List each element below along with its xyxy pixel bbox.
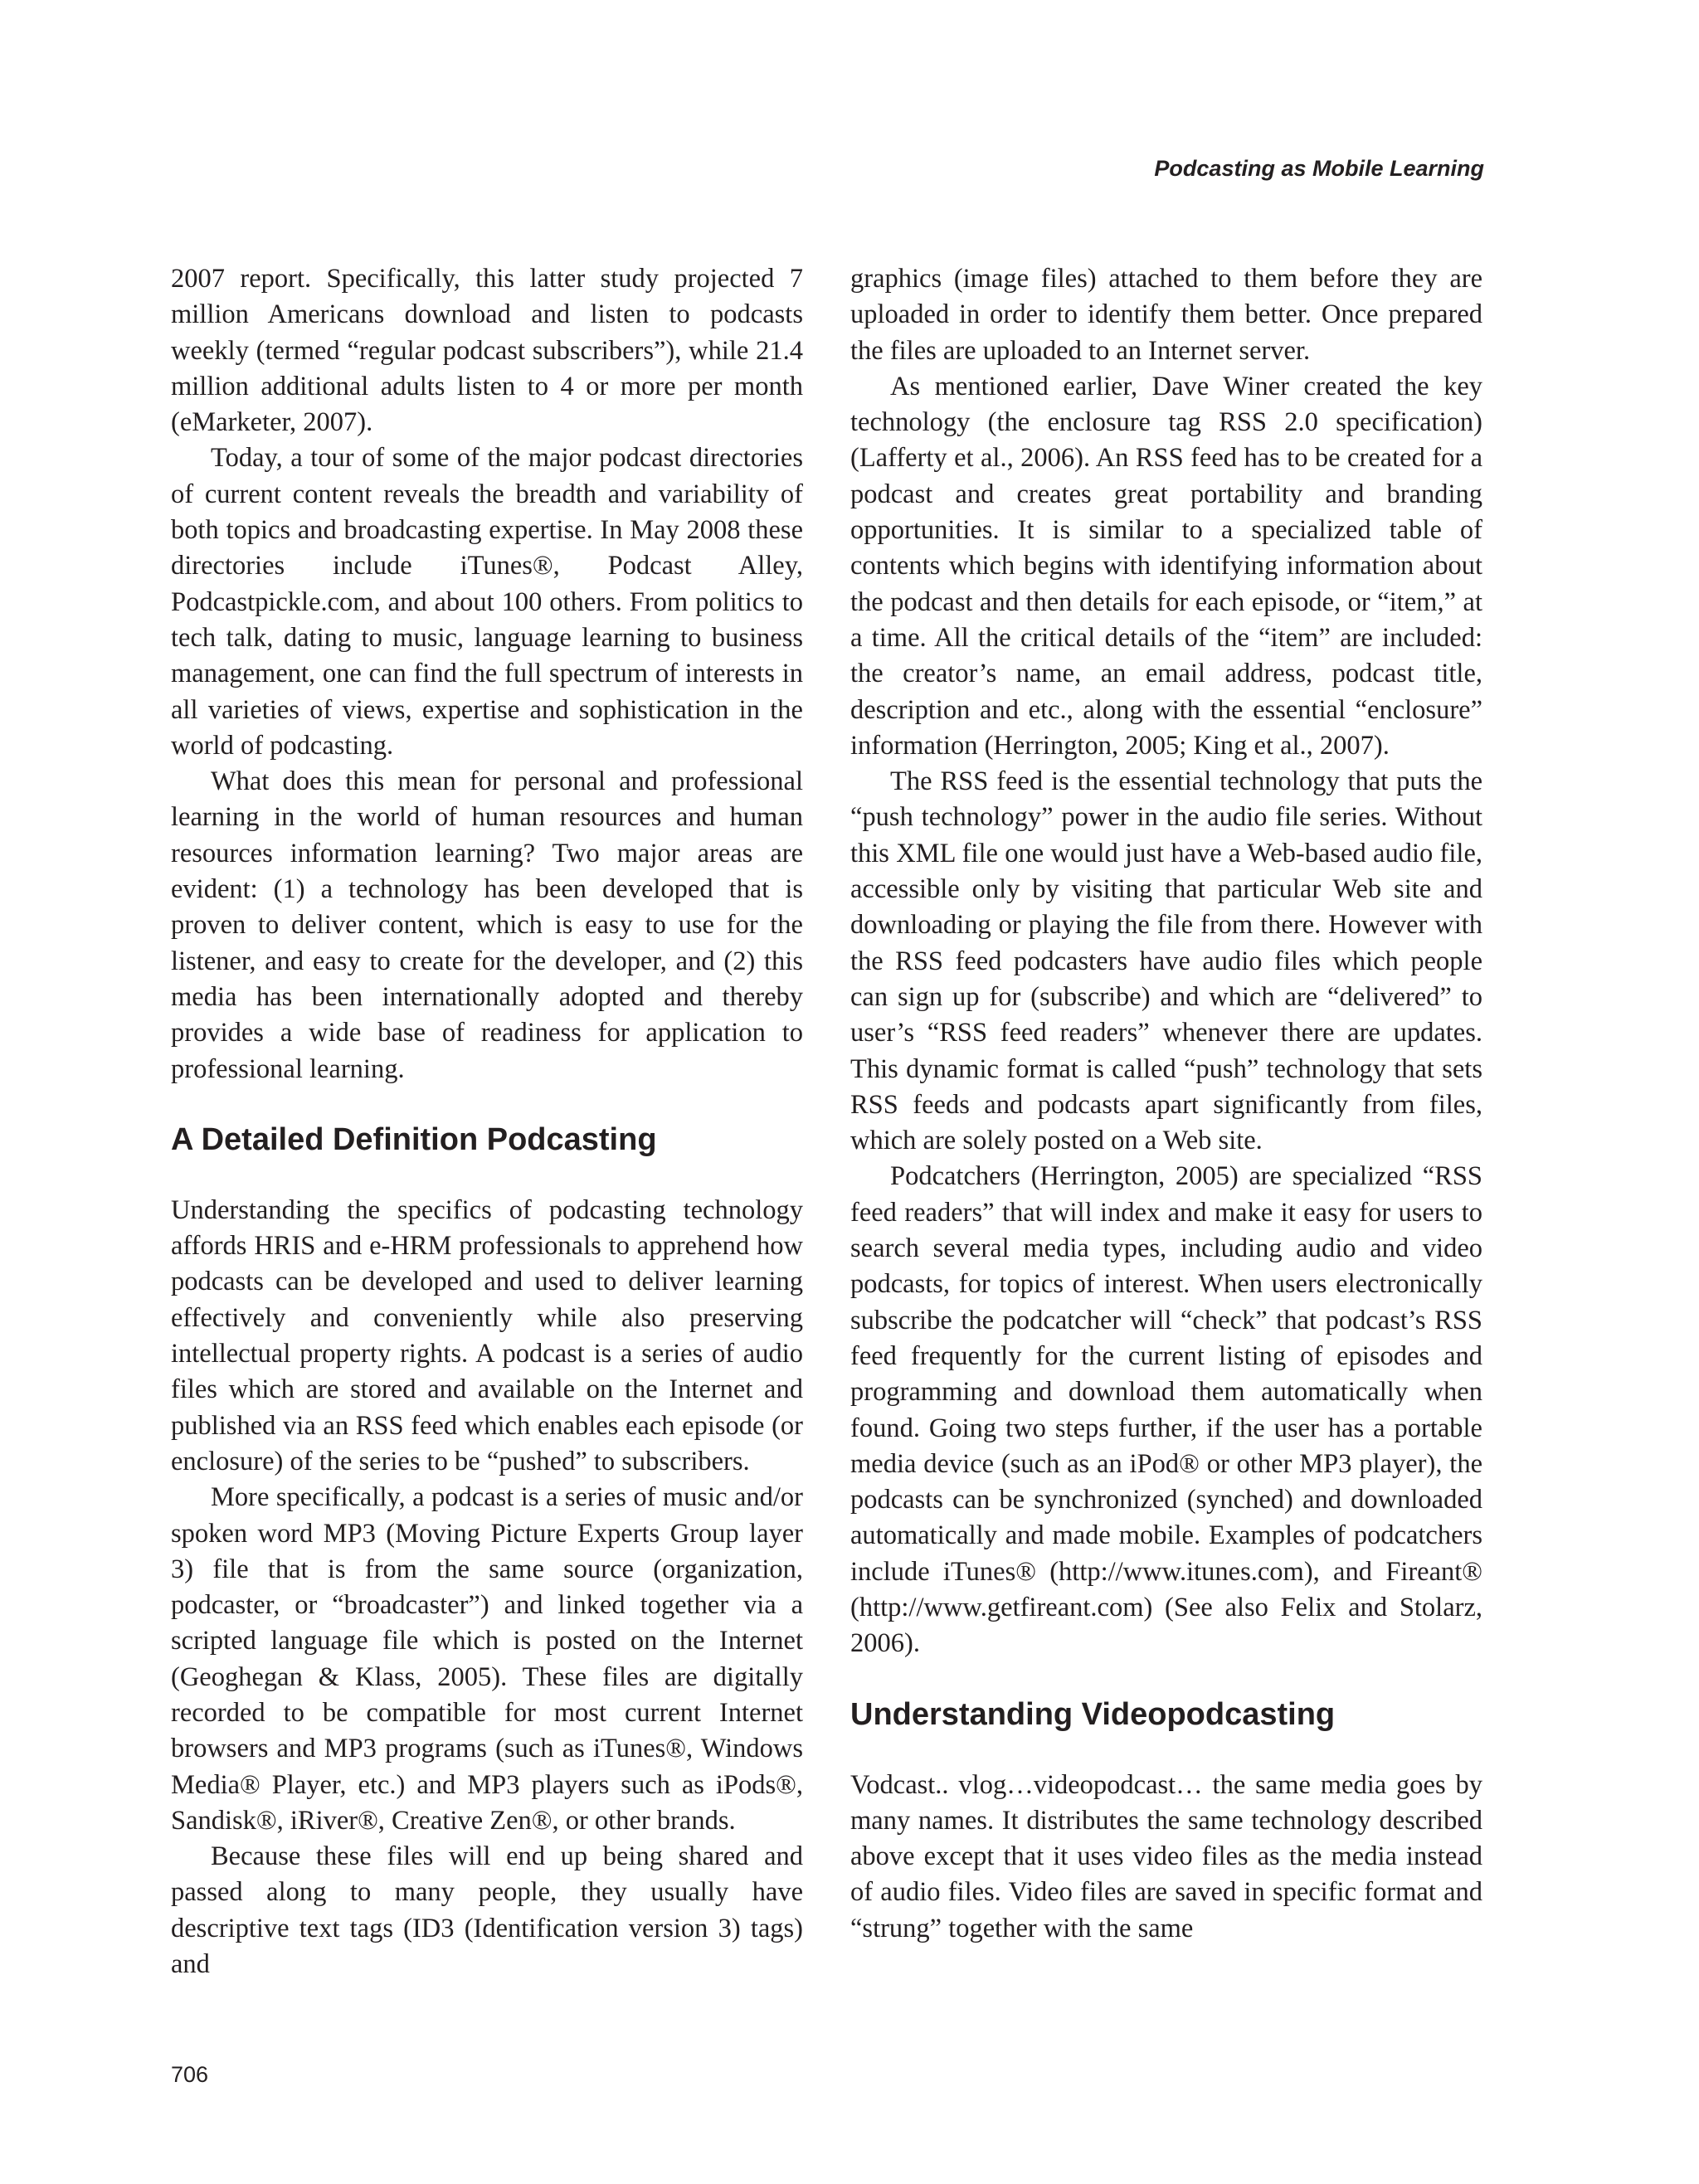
- right-paragraph-2: As mentioned earlier, Dave Winer created the key technology (the enclosure tag RSS 2.0 specification) (Lafferty et al., 2006). An RSS feed has to be created for a podcast and creates great portability and branding opportunities. It is similar to a specialized table of contents which begins with identifying information about the podcast and then details for each episode, or “item,” at a time. All the critical details of the “item” are included: the creator’s name, an email address, podcast title, description and etc., along with the essential “enclosure” information (Herrington, 2005; King et al., 2007).: [850, 371, 1482, 761]
- section-heading-definition: A Detailed Definition Podcasting: [171, 1121, 657, 1157]
- right-paragraph-4: Podcatchers (Herrington, 2005) are specialized “RSS feed readers” that will index and make it easy for users to search several media types, including audio and video podcasts, for topics of interest. When users electronically subscribe the podcatcher will “check” that podcast’s RSS feed frequently for the current listing of episodes and programming and download them automatically when found. Going two steps further, if the user has a portable media device (such as an iPod® or other MP3 player), the podcasts can be synchronized (synched) and downloaded automatically and made mobile. Examples of podcatchers include iTunes® (http://www.itunes.com), and Fireant® (http://www.getfireant.com) (See also Felix and Stolarz, 2006).: [850, 1161, 1482, 1659]
- page-number: 706: [171, 2062, 209, 2087]
- right-paragraph-5: Vodcast.. vlog…videopodcast… the same media goes by many names. It distributes the same technology described above except that it uses video files as the media instead of audio files. Video files are saved in specific format and “strung” together with the same: [850, 1769, 1482, 1943]
- running-header: Podcasting as Mobile Learning: [1154, 156, 1484, 181]
- right-column: [850, 261, 1482, 1947]
- left-paragraph-3: What does this mean for personal and professional learning in the world of human resources and human resources information learning? Two major areas are evident: (1) a technology has been developed that is proven to deliver content, which is easy to use for the listener, and easy to create for the developer, and (2) this media has been internationally adopted and thereby provides a wide base of readiness for application to professional learning.: [171, 766, 803, 1084]
- left-column: [171, 261, 803, 1982]
- section-heading-videopodcasting: Understanding Videopodcasting: [850, 1696, 1336, 1732]
- left-paragraph-5: More specifically, a podcast is a series of music and/or spoken word MP3 (Moving Picture Experts Group layer 3) file that is from the same source (organization, podcaster, or “broadcaster”) and linked together via a scripted language file which is posted on the Internet (Geoghegan & Klass, 2005). These files are digitally recorded to be compatible for most current Internet browsers and MP3 programs (such as iTunes®, Windows Media® Player, etc.) and MP3 players such as iPods®, Sandisk®, iRiver®, Creative Zen®, or other brands.: [171, 1482, 803, 1836]
- left-paragraph-4: Understanding the specifics of podcasting technology affords HRIS and e-HRM professionals to apprehend how podcasts can be developed and used to deliver learning effectively and conveniently while also preserving intellectual property rights. A podcast is a series of audio files which are stored and available on the Internet and published via an RSS feed which enables each episode (or enclosure) of the series to be “pushed” to subscribers.: [171, 1194, 803, 1476]
- left-paragraph-2: Today, a tour of some of the major podcast directories of current content reveals the breadth and variability of both topics and broadcasting expertise. In May 2008 these directories include iTunes®, Podcast Alley, Podcastpickle.com, and about 100 others. From politics to tech talk, dating to music, language learning to business management, one can find the full spectrum of interests in all varieties of views, expertise and sophistication in the world of podcasting.: [171, 443, 803, 761]
- right-paragraph-1: graphics (image files) attached to them before they are uploaded in order to identify them better. Once prepared the files are uploaded to an Internet server.: [850, 264, 1482, 366]
- left-paragraph-1: 2007 report. Specifically, this latter study projected 7 million Americans download and listen to podcasts weekly (termed “regular podcast subscribers”), while 21.4 million additional adults listen to 4 or more per month (eMarketer, 2007).: [171, 264, 803, 438]
- right-paragraph-3: The RSS feed is the essential technology that puts the “push technology” power in the audio file series. Without this XML file one would just have a Web-based audio file, accessible only by visiting that particular Web site and downloading or playing the file from there. However with the RSS feed podcasters have audio files which people can sign up for (subscribe) and which are “delivered” to user’s “RSS feed readers” whenever there are updates. This dynamic format is called “push” technology that sets RSS feeds and podcasts apart significantly from files, which are solely posted on a Web site.: [850, 766, 1482, 1156]
- left-paragraph-6: Because these files will end up being shared and passed along to many people, they usually have descriptive text tags (ID3 (Identification version 3) tags) and: [171, 1841, 803, 1980]
